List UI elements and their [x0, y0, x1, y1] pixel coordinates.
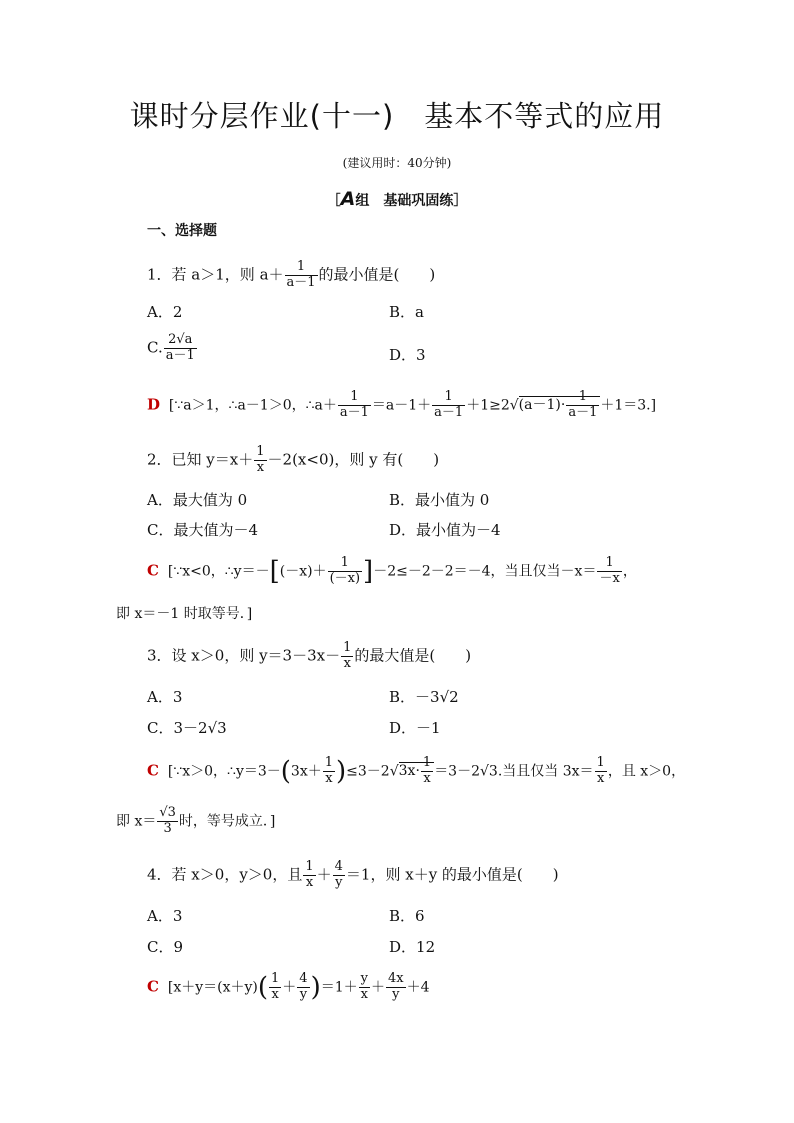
q2-option-b: B．最小值为 0: [389, 491, 490, 509]
question-2-stem: 2．已知 y＝x＋ $\frac{1}{x}$ －2(x<0)，则 y 有( ): [147, 444, 440, 475]
q3-solution-line2: 即 x＝ $\frac{√3}{3}$ 时，等号成立．]: [116, 805, 276, 836]
q2-option-d: D．最小值为－4: [389, 521, 501, 539]
q2-solution-line2: 即 x＝－1 时取等号．]: [116, 606, 253, 622]
question-3-stem: 3．设 x＞0，则 y＝3－3x－ $\frac{1}{x}$ 的最大值是( ): [147, 640, 472, 671]
answer-letter: D: [147, 395, 161, 414]
section-title: 一、选择题: [147, 223, 217, 239]
q2-option-a: A．最大值为 0: [147, 491, 248, 509]
q1-option-c: C. $\frac{2√a}{a-1}$: [147, 332, 195, 363]
q1-option-d: D．3: [389, 346, 426, 364]
time-note: (建议用时：40分钟): [342, 156, 452, 170]
q1-solution: D [∵a＞1，∴a－1＞0，∴a＋ $\frac{1}{a-1}$ ＝a－1＋ $\frac{1}{a-1}$ ＋1≥2√(a－1)· $\frac{1}{a-1}$ ＋1＝3.]: [147, 389, 657, 420]
q2-solution: C [∵x<0，∴y＝－[(－x)＋ $\frac{1}{(-x)}$ ]－2≤－2－2＝－4，当且仅当－x＝ $\frac{1}{-x}$ ，: [147, 555, 637, 587]
q4-option-b: B．6: [389, 907, 425, 925]
sqrt-sign: √: [389, 763, 399, 780]
q4-option-d: D．12: [389, 938, 436, 956]
q1-option-b: B．a: [389, 303, 424, 321]
page-title: 课时分层作业(十一) 基本不等式的应用: [129, 99, 665, 133]
group-heading: [0, 190, 794, 209]
q1-option-a: A．2: [147, 303, 183, 321]
group-bracket-close: ］: [453, 193, 468, 209]
answer-letter: C: [147, 761, 159, 780]
group-letter: A: [340, 188, 356, 210]
q2-option-c: C．最大值为－4: [147, 521, 259, 539]
q3-solution: C [∵x＞0，∴y＝3－(3x＋ $\frac{1}{x}$ )≤3－2√3x· $\frac{1}{x}$ ＝3－2√3.当且仅当 3x＝ $\frac{1}{x}$ ，且 x＞0，: [147, 755, 686, 787]
q4-option-a: A．3: [147, 907, 183, 925]
q3-option-a: A．3: [147, 688, 183, 706]
question-4-stem: 4．若 x＞0，y＞0，且 $\frac{1}{x}$ ＋ $\frac{4}{y}$ ＝1，则 x＋y 的最小值是( ): [147, 859, 559, 890]
q4-solution: C [x＋y＝(x＋y)( $\frac{1}{x}$ ＋ $\frac{4}{y}$ )＝1＋ $\frac{y}{x}$ ＋ $\frac{4x}{y}$ ＋4: [147, 971, 430, 1003]
question-1-stem: 1．若 a＞1，则 a＋ $\frac{1}{a-1}$ 的最小值是( ): [147, 259, 436, 290]
group-label: 组 基础巩固练: [355, 193, 454, 209]
q3-option-b: B．－3√2: [389, 688, 459, 706]
q3-option-d: D．－1: [389, 719, 441, 737]
q3-option-c: C．3－2√3: [147, 719, 227, 737]
answer-letter: C: [147, 561, 159, 580]
fraction: $\frac{1}{a-1}$: [286, 259, 316, 290]
answer-letter: C: [147, 977, 159, 996]
q4-option-c: C．9: [147, 938, 184, 956]
sqrt-sign: √: [509, 397, 519, 414]
group-bracket-open: ［: [326, 193, 341, 209]
